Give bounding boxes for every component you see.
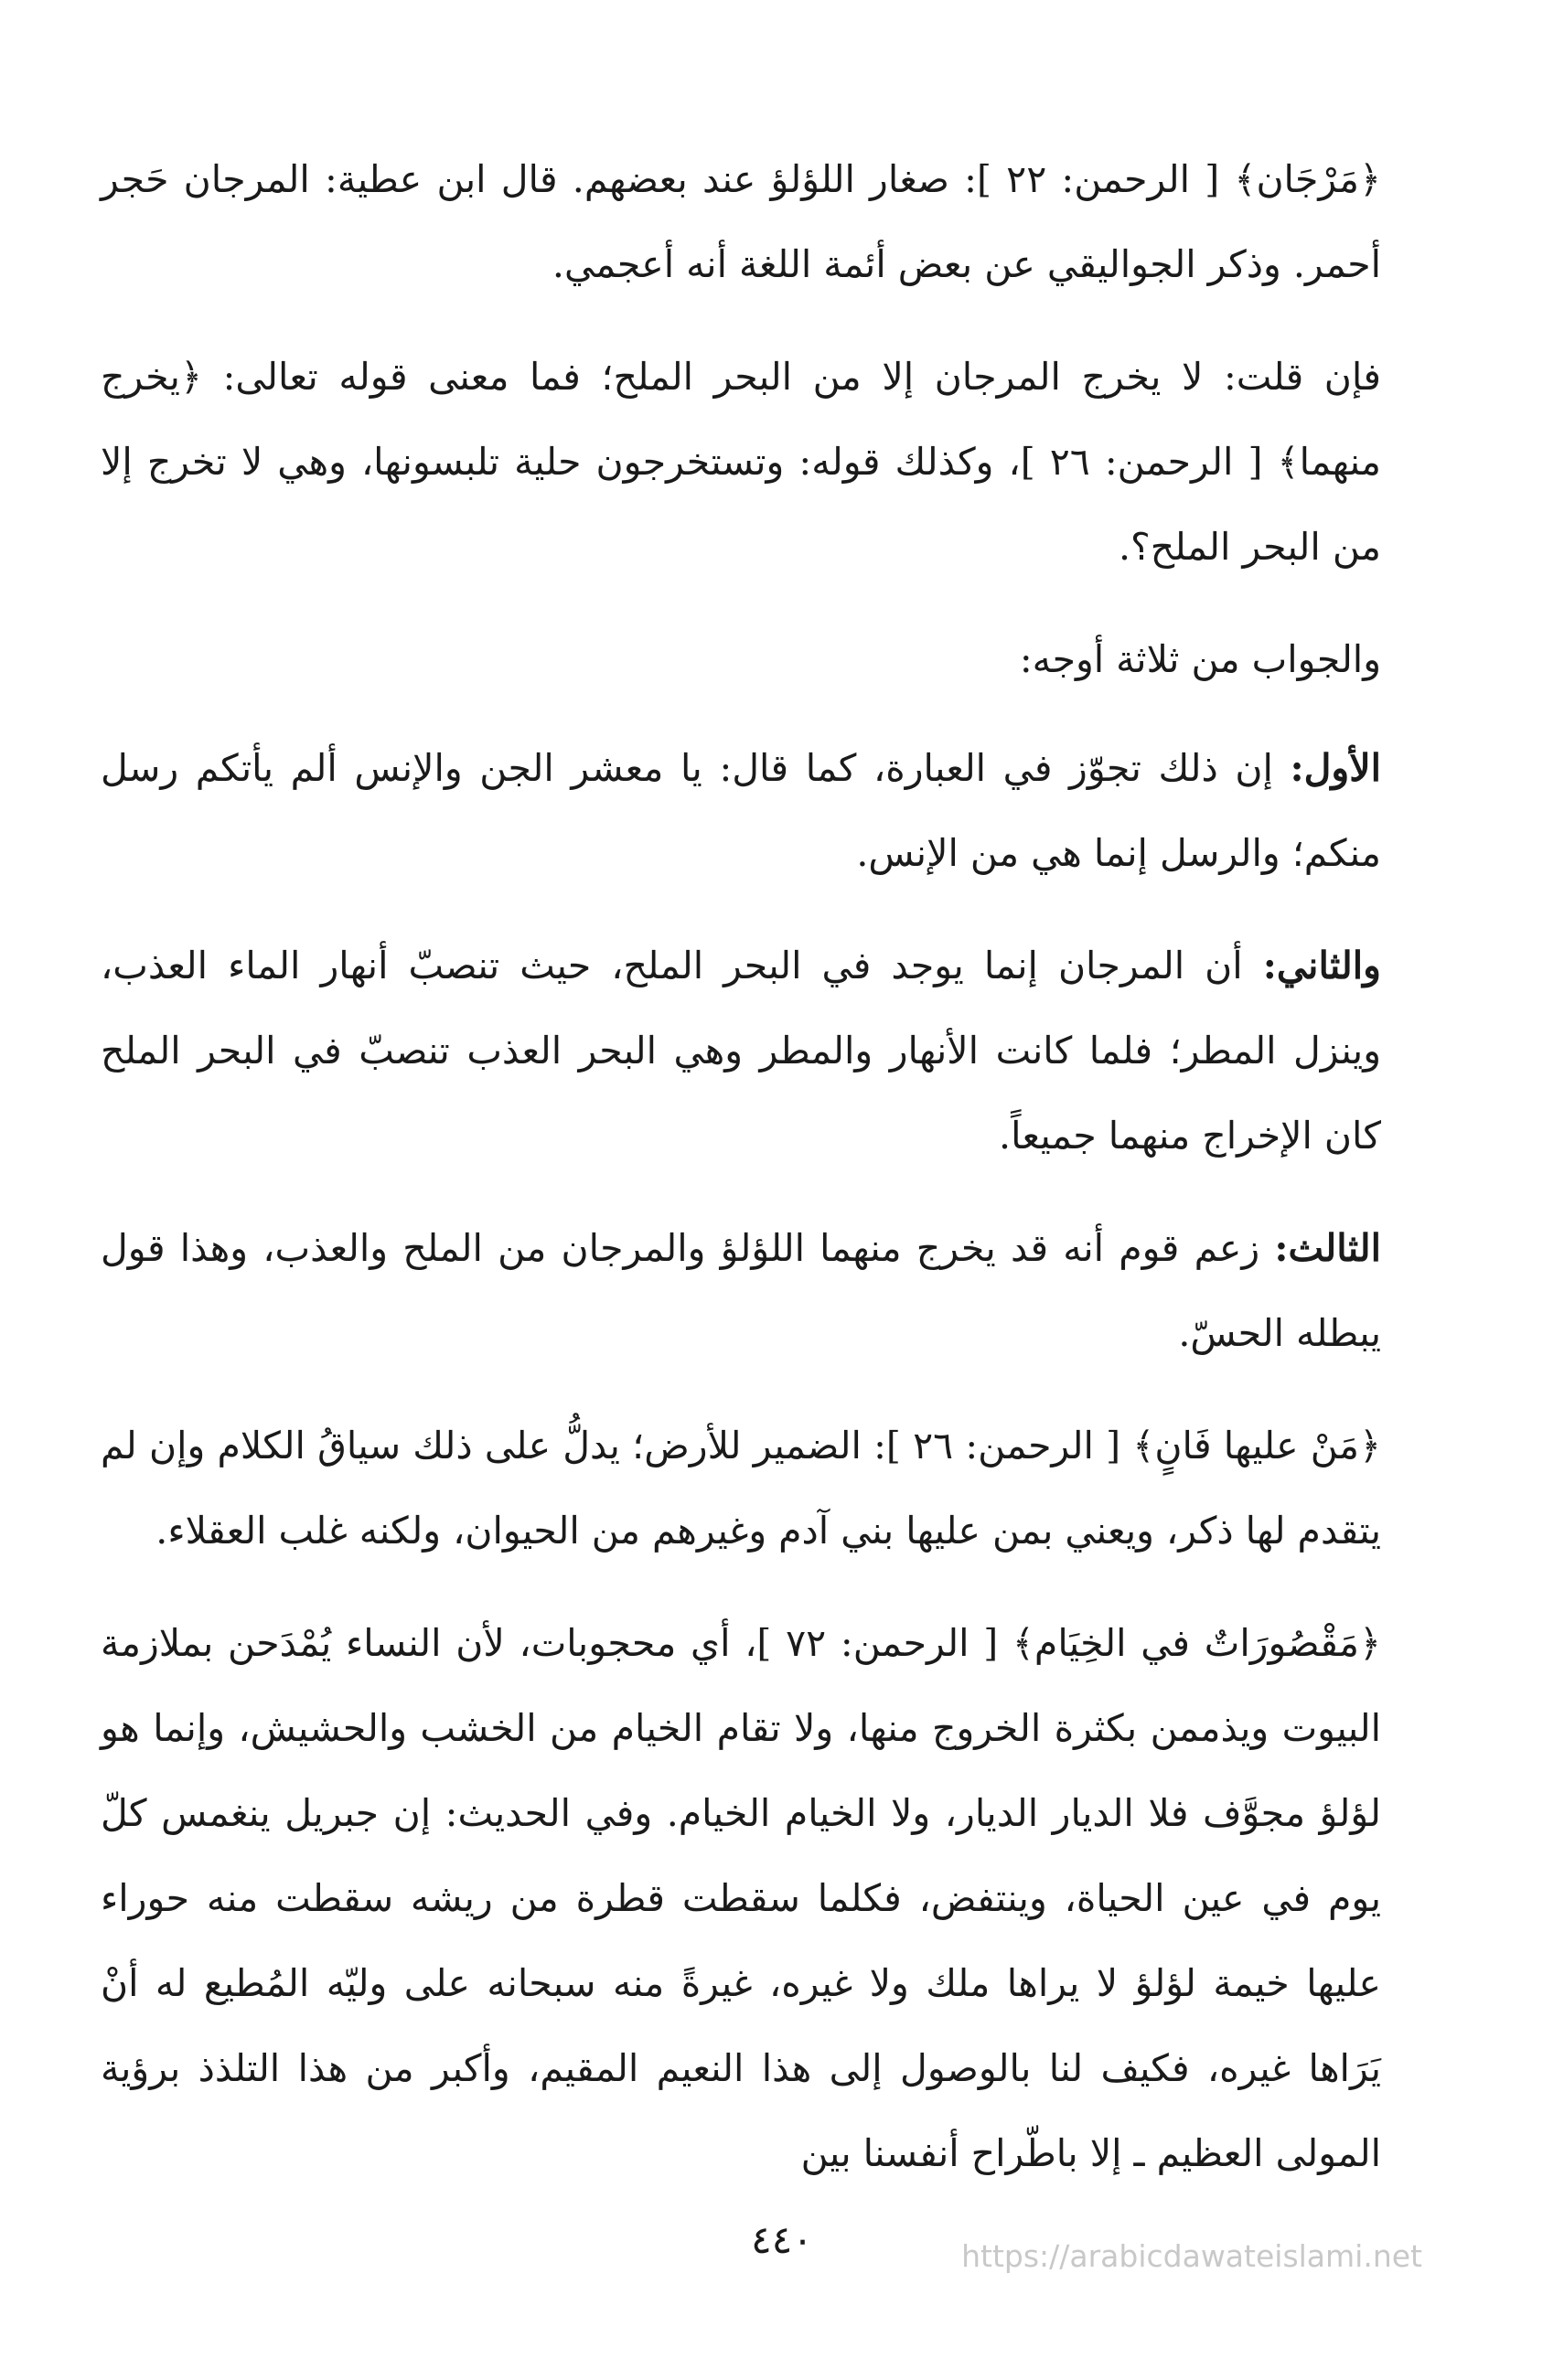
paragraph-text: ﴿مَقْصُورَاتٌ في الخِيَام﴾ [ الرحمن: ٧٢ ]، أي محجوبات، لأن النساء يُمْدَحن بملازمة البيوت ويذممن بكثرة الخروج منها، ولا تقام الخيام من الخشب والحشيش، وإنما هو لؤلؤ مجوَّف فلا الديار الديار، ولا الخيام الخيام. وفي الحديث: إن جبريل ينغمس كلّ يوم في عين الحياة، وينتفض، فكلما سقطت قطرة من ريشه سقطت منه حوراء عليها خيمة لؤلؤ لا يراها ملك ولا غيره، غيرةً منه سبحانه على وليّه المُطيع له أنْ يَرَاها غيره، فكيف لنا بالوصول إلى هذا النعيم المقيم، وأكبر من هذا التلذذ برؤية المولى العظيم ـ إلا باطّراح أنفسنا بين xyxy=(101,1621,1381,2175)
paragraph-man-alayha xyxy=(101,1403,1381,1574)
paragraph-text: ﴿مَنْ عليها فَانٍ﴾ [ الرحمن: ٢٦ ]: الضمير للأرض؛ يدلُّ على ذلك سياقُ الكلام وإن لم يتقدم لها ذكر، ويعني بمن عليها بني آدم وغيرهم من الحيوان، ولكنه غلب العقلاء. xyxy=(101,1424,1381,1553)
paragraph-answer-intro xyxy=(101,617,1381,702)
paragraph-second xyxy=(101,923,1381,1179)
paragraph-first xyxy=(101,726,1381,896)
paragraph-lead: والثاني: xyxy=(1262,944,1381,987)
paragraph-text: فإن قلت: لا يخرج المرجان إلا من البحر الملح؛ فما معنى قوله تعالى: ﴿يخرج منهما﴾ [ الرحمن: ٢٦ ]، وكذلك قوله: وتستخرجون حلية تلبسونها، وهي لا تخرج إلا من البحر الملح؟. xyxy=(101,355,1382,569)
paragraph-maqsurat xyxy=(101,1601,1381,2196)
watermark-url: https://arabicdawateislami.net xyxy=(961,2238,1422,2274)
page-number: ٤٤٠ xyxy=(751,2217,813,2262)
paragraph-third xyxy=(101,1206,1381,1376)
paragraph-text: إن ذلك تجوّز في العبارة، كما قال: يا معشر الجن والإنس ألم يأتكم رسل منكم؛ والرسل إنما هي من الإنس. xyxy=(101,746,1381,875)
paragraph-text: زعم قوم أنه قد يخرج منهما اللؤلؤ والمرجان من الملح والعذب، وهذا قول يبطله الحسّ. xyxy=(101,1226,1381,1355)
paragraph-lead: الأول: xyxy=(1290,746,1381,790)
paragraph-text: والجواب من ثلاثة أوجه: xyxy=(1019,637,1381,681)
paragraph-text: ﴿مَرْجَان﴾ [ الرحمن: ٢٢ ]: صغار اللؤلؤ عند بعضهم. قال ابن عطية: المرجان حَجر أحمر. وذكر الجواليقي عن بعض أئمة اللغة أنه أعجمي. xyxy=(101,157,1381,286)
paragraph-question xyxy=(101,335,1381,590)
paragraph-text: أن المرجان إنما يوجد في البحر الملح، حيث تنصبّ أنهار الماء العذب، وينزل المطر؛ فلما كانت الأنهار والمطر وهي البحر العذب تنصبّ في البحر الملح كان الإخراج منهما جميعاً. xyxy=(101,944,1381,1158)
paragraph-lead: الثالث: xyxy=(1274,1226,1381,1270)
page-body xyxy=(101,137,1381,2224)
paragraph-marjan xyxy=(101,137,1381,307)
